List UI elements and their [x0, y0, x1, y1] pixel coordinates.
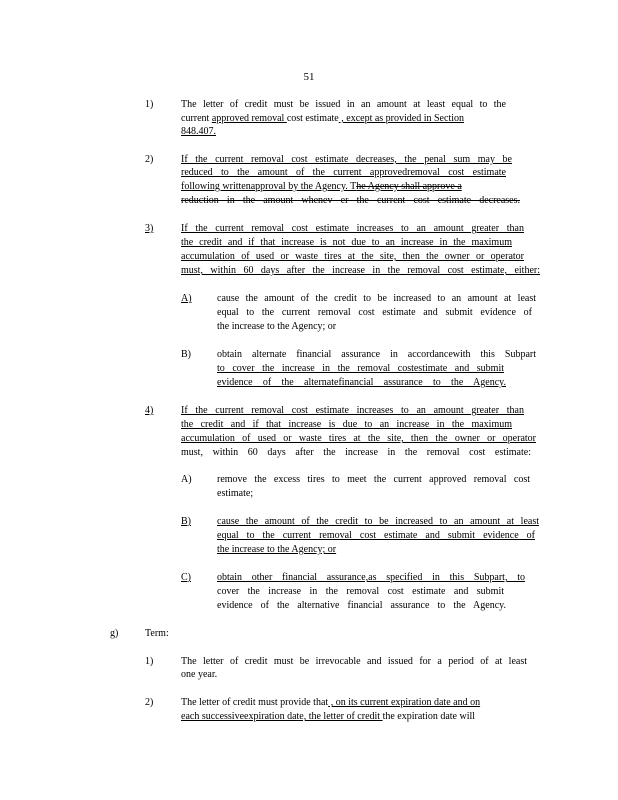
text-line: one year. [181, 669, 218, 680]
text-line: cover the increase in the removal cost estimate and submit [217, 586, 504, 597]
text-line: The letter of credit must provide that , on its current expiration date and on [181, 697, 481, 708]
sub-label: C) [181, 572, 191, 583]
text-line: the increase to the Agency; or [217, 321, 337, 332]
text-line: The letter of credit must be issued in an amount at least equal to the [181, 99, 506, 110]
page-number: 51 [303, 71, 315, 83]
item-label: 1) [145, 656, 154, 667]
text-line: accumulation of used or waste tires at the site, then the owner or operator [181, 433, 536, 444]
text-line: following writtenapproval by the Agency. The Agency shall approve a [181, 181, 462, 192]
sub-label: B) [181, 349, 191, 360]
text-line: evidence of the alternatefinancial assurance to the Agency. [217, 377, 506, 388]
text-line: estimate; [217, 488, 254, 499]
text-line: must, within 60 days after the increase in the removal cost estimate: [181, 447, 531, 458]
text-line: reduction in the amount whenev er the current cost estimate decreases. [181, 195, 520, 206]
text-line: remove the excess tires to meet the current approved removal cost [217, 474, 530, 485]
text-line: cause the amount of the credit to be increased to an amount at least [217, 516, 539, 527]
text-line: current approved removal cost estimate , except as provided in Section [181, 113, 464, 124]
text-line: cause the amount of the credit to be increased to an amount at least [217, 293, 536, 304]
sub-label: A) [181, 293, 192, 304]
section-title: Term: [145, 628, 169, 639]
sub-label: A) [181, 474, 192, 485]
text-line: evidence of the alternative financial assurance to the Agency. [217, 600, 506, 611]
item-label: 2) [145, 154, 154, 165]
text-line: the credit and if that increase is due to an increase in the maximum [181, 419, 512, 430]
text-line: obtain alternate financial assurance in accordancewith this Subpart [217, 349, 536, 360]
text-line: 848.407. [181, 126, 216, 137]
text-line: accumulation of used or waste tires at the site, then the owner or operator [181, 251, 524, 262]
item-label: 1) [145, 99, 154, 110]
text-line: reduced to the amount of the current approvedremoval cost estimate [181, 167, 506, 178]
text-line: the increase to the Agency; or [217, 544, 337, 555]
item-label: 2) [145, 697, 154, 708]
text-line: equal to the current removal cost estimate and submit evidence of [217, 530, 535, 541]
text-line: The letter of credit must be irrevocable and issued for a period of at least [181, 656, 527, 667]
text-line: If the current removal cost estimate decreases, the penal sum may be [181, 154, 512, 165]
text-line: If the current removal cost estimate increases to an amount greater than [181, 223, 524, 234]
section-label: g) [110, 628, 119, 639]
item-label: 4) [145, 405, 154, 416]
text-line: each successiveexpiration date, the letter of credit the expiration date will [181, 711, 476, 722]
text-line: must, within 60 days after the increase in the removal cost estimate, either: [181, 265, 540, 276]
text-line: to cover the increase in the removal costestimate and submit [217, 363, 504, 374]
text-line: the credit and if that increase is not due to an increase in the maximum [181, 237, 512, 248]
item-label: 3) [145, 223, 154, 234]
sub-label: B) [181, 516, 191, 527]
text-line: obtain other financial assurance,as specified in this Subpart, to [217, 572, 525, 583]
text-line: If the current removal cost estimate increases to an amount greater than [181, 405, 524, 416]
text-line: equal to the current removal cost estimate and submit evidence of [217, 307, 532, 318]
